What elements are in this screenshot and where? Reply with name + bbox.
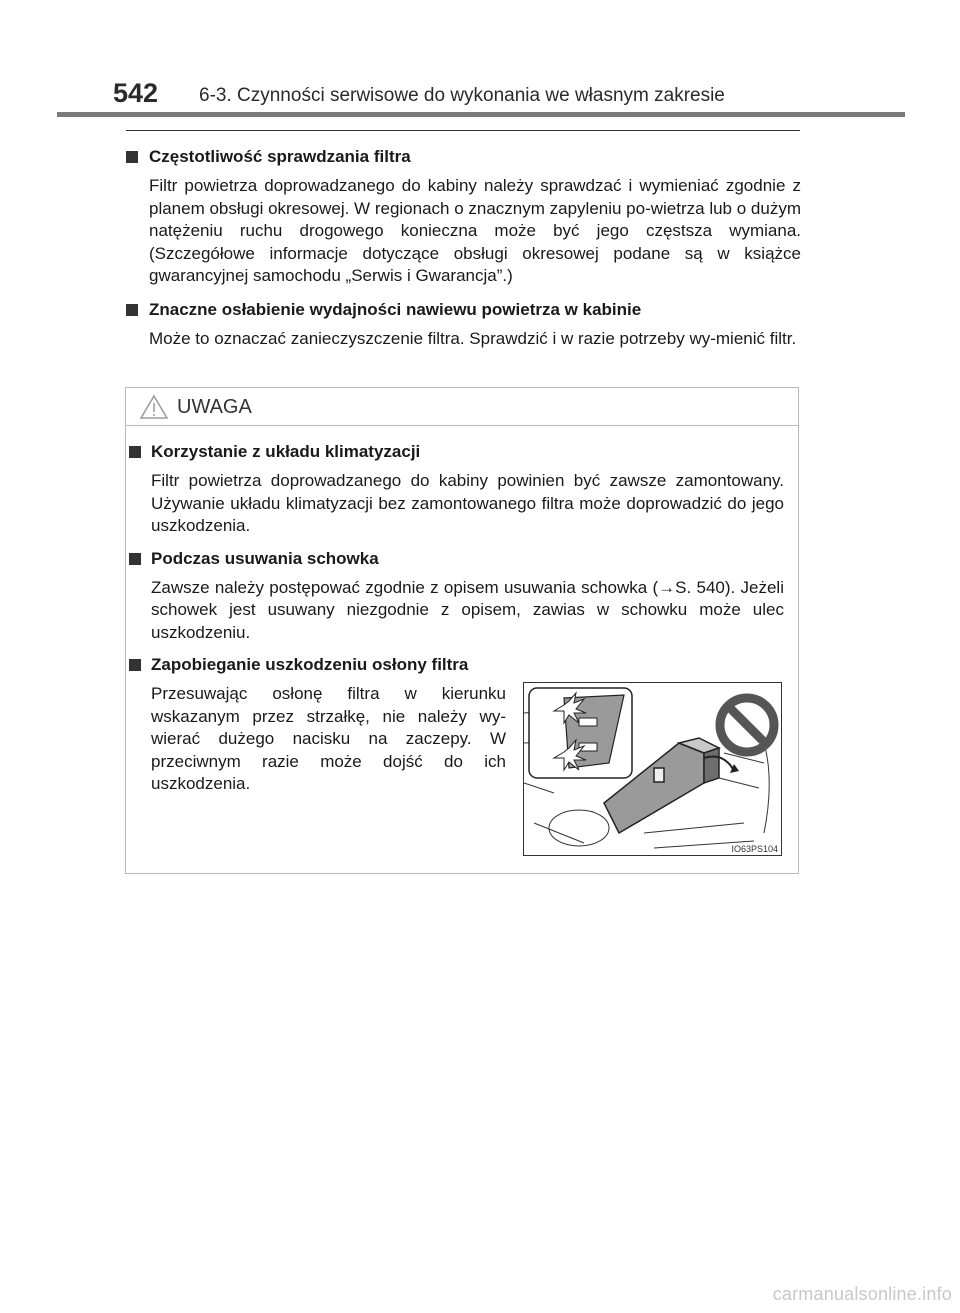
warning-item-heading: Zapobieganie uszkodzeniu osłony filtra (129, 653, 798, 677)
page-number: 542 (113, 78, 159, 108)
header-divider (57, 112, 905, 117)
warning-item-text: Zawsze należy postępować zgodnie z opisem usuwania schowka (→S. 540). Jeżeli schowek jest usuwany niezgodnie z opisem, zawias w schowku może ulec uszkodzeniu. (151, 577, 784, 642)
square-bullet-icon (129, 553, 141, 565)
section-title: 6-3. Czynności serwisowe do wykonania we własnym zakresie (199, 85, 725, 106)
warning-box (125, 387, 799, 874)
main-content (126, 145, 801, 360)
square-bullet-icon (129, 659, 141, 671)
section-filter-frequency (126, 145, 801, 288)
section-heading: Znaczne osłabienie wydajności nawiewu powietrza w kabinie (126, 298, 801, 322)
section-heading: Częstotliwość sprawdzania filtra (126, 145, 801, 169)
warning-header (126, 388, 798, 426)
warning-label: UWAGA (177, 396, 252, 418)
warning-item-heading: Podczas usuwania schowka (129, 547, 798, 571)
warning-item-ac (126, 440, 798, 538)
square-bullet-icon (129, 446, 141, 458)
footer-watermark: carmanualsonline.info (772, 1284, 952, 1304)
warning-item-text: Filtr powietrza doprowadzanego do kabiny powinien być zawsze zamontowany. Używanie układu klimatyzacji bez zamontowanego filtra może doprowadzić do jego uszkodzenia. (151, 471, 784, 535)
figure-code: IO63PS104 (731, 844, 778, 854)
content-top-rule (126, 130, 800, 131)
warning-triangle-icon (139, 394, 169, 420)
prohibition-sign-icon (720, 698, 774, 752)
filter-cover-illustration (523, 682, 782, 856)
section-paragraph: Może to oznaczać zanieczyszczenie filtra. Sprawdzić i w razie potrzeby wy-mienić filtr. (149, 328, 797, 348)
warning-item-heading: Korzystanie z układu klimatyzacji (129, 440, 798, 464)
section-airflow-reduction (126, 298, 801, 351)
warning-item-text: Przesuwając osłonę filtra w kierunku wskazanym przez strzałkę, nie należy wy-wierać dużego nacisku na zaczepy. W przeciwnym razie może dojść do ich uszkodzenia. (151, 684, 506, 793)
square-bullet-icon (126, 151, 138, 163)
square-bullet-icon (126, 304, 138, 316)
page-header (0, 0, 960, 118)
warning-item-glovebox (126, 547, 798, 645)
filter-cover-drawing (524, 683, 781, 855)
section-paragraph: Filtr powietrza doprowadzanego do kabiny należy sprawdzać i wymieniać zgodnie z planem obsługi okresowej. W regionach o znacznym zapyleniu po-wietrza lub o dużym natężeniu ruchu drogowego konieczna może być jego częstsza wymiana. (Szczegółowe informacje dotyczące obsługi okresowej podane są w książce gwarancyjnej samochodu „Serwis i Gwarancja”.) (149, 176, 801, 285)
